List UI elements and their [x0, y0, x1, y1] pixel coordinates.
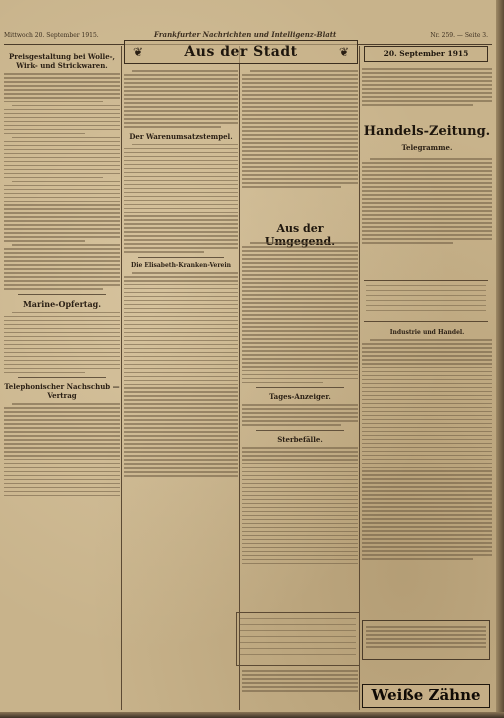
article-heading: Industrie und Handel. — [389, 329, 465, 336]
article-body — [242, 404, 358, 426]
separator — [18, 377, 106, 378]
separator — [138, 257, 224, 258]
separator — [18, 294, 106, 295]
page-edge-bottom — [0, 712, 504, 718]
article-heading: Tages-Anzeiger. — [269, 392, 331, 402]
column-3-top — [242, 68, 358, 218]
article-heading: Marine-Opfertag. — [22, 298, 102, 309]
separator — [256, 387, 344, 388]
section-title-box — [124, 40, 358, 64]
ornament-icon: ❦ — [338, 45, 349, 59]
article-body — [362, 68, 492, 105]
column-divider — [121, 46, 122, 710]
column-4-top — [362, 66, 492, 122]
article-body — [242, 670, 358, 692]
article-body — [4, 312, 120, 373]
article-body — [4, 403, 120, 496]
column-4-industry — [362, 326, 492, 616]
date-box: 20. September 1915 — [364, 46, 488, 62]
article-body — [4, 73, 120, 290]
advertisement-headline: Weiße Zähne — [362, 684, 490, 708]
column-1 — [4, 48, 120, 708]
section-title: Aus der — [276, 222, 324, 235]
article-body — [124, 70, 238, 127]
section-subtitle: Telegramme. — [401, 143, 453, 152]
article-heading: Die Elisabeth-Kranken-Verein — [131, 261, 231, 269]
column-3-footer — [242, 668, 358, 708]
header-masthead: Frankfurter Nachrichten und Intelligenz-Blatt — [154, 30, 337, 39]
section-title: Handels-Zeitung. — [363, 124, 491, 139]
article-body — [362, 158, 492, 243]
column-divider — [239, 46, 240, 710]
article-heading: Der Warenumsatzstempel. — [129, 131, 233, 141]
stock-table — [364, 280, 488, 322]
column-3-bottom — [242, 240, 358, 610]
weather-table — [236, 612, 360, 666]
article-heading: Telephonischer Nachschub — Vertrag — [4, 382, 120, 401]
separator — [256, 430, 344, 431]
article-body — [242, 242, 358, 383]
ornament-icon: ❦ — [133, 45, 144, 59]
article-body — [124, 272, 238, 477]
article-body — [362, 339, 492, 560]
article-body — [124, 144, 238, 253]
advertisement-box — [362, 620, 490, 660]
section-title: Aus der Stadt — [184, 44, 298, 60]
column-2 — [124, 68, 238, 708]
header-date: Mittwoch 20. September 1915. — [4, 32, 99, 39]
article-body — [242, 70, 358, 187]
column-divider — [359, 46, 360, 710]
column-4-telegrams — [362, 156, 492, 278]
article-body — [242, 447, 358, 564]
header-page-number: Nr. 259. — Seite 3. — [430, 32, 488, 39]
page-edge-right — [496, 0, 504, 718]
article-heading: Sterbefälle. — [277, 434, 323, 444]
article-heading: Preisgestaltung bei Wolle-, Wirk- und Strickwaren. — [9, 52, 115, 70]
